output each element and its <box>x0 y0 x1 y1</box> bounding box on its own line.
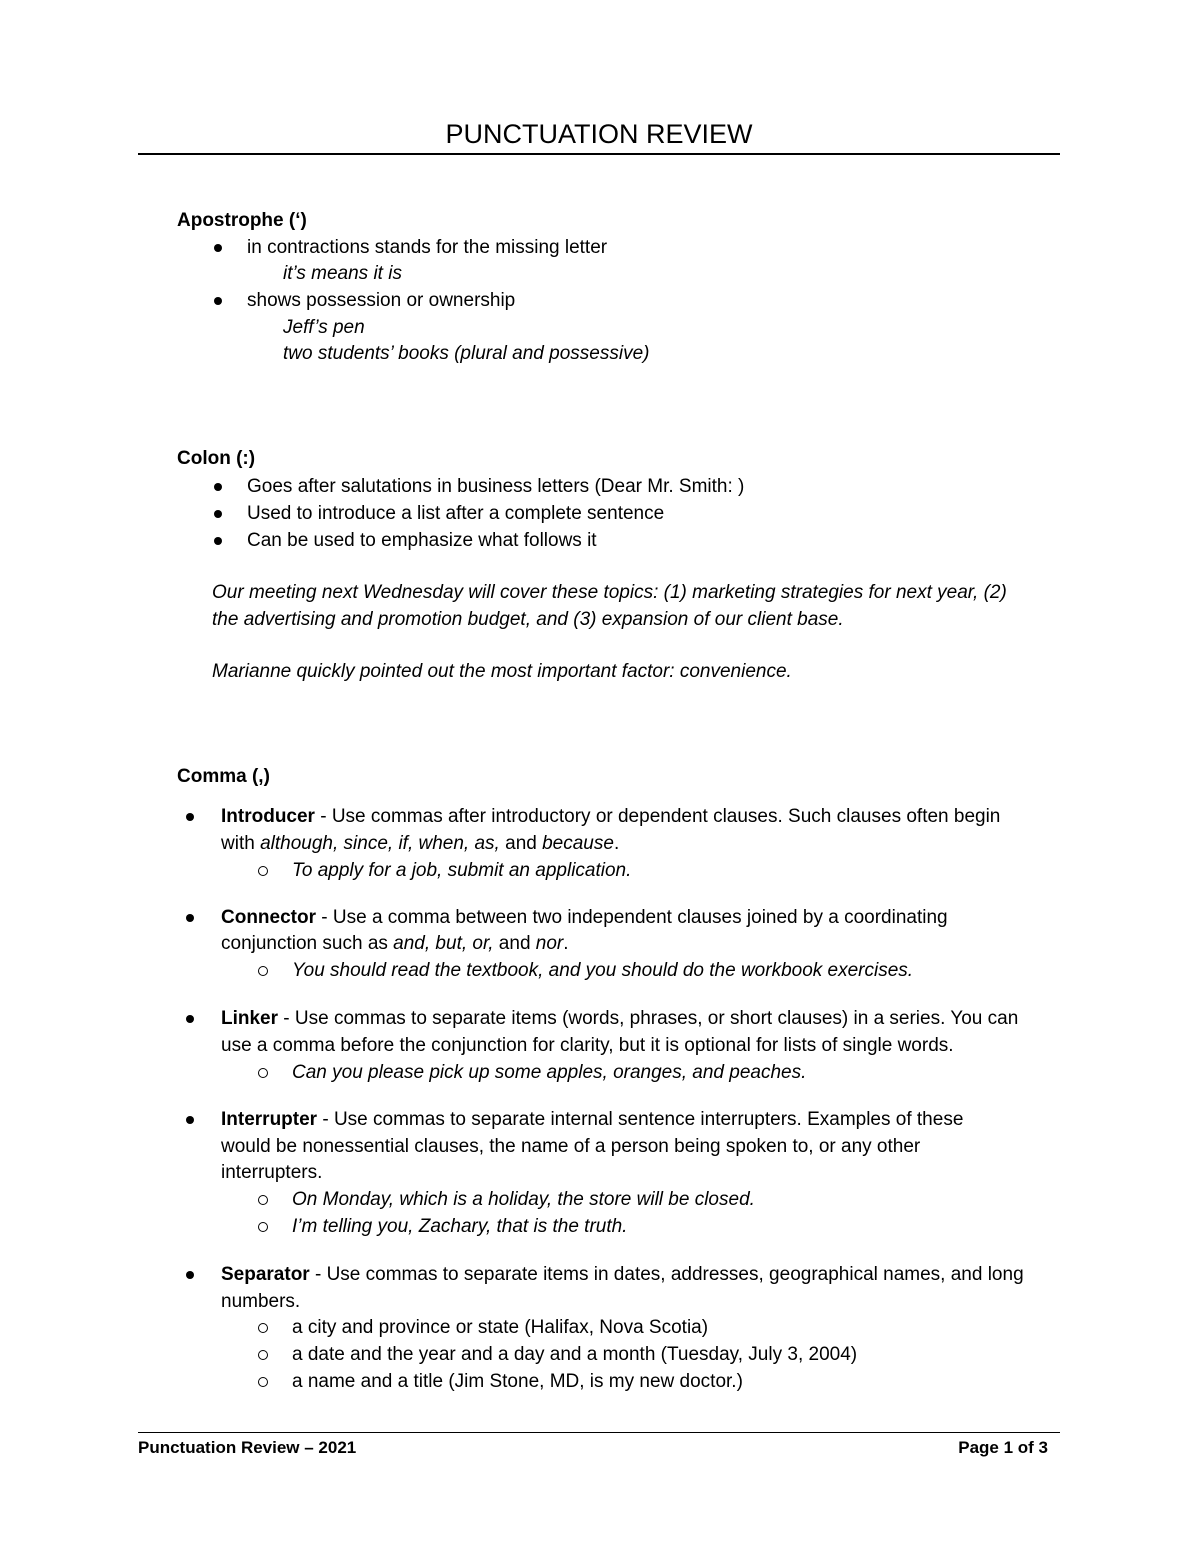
text: . <box>563 933 569 954</box>
colon-example-1-line-2: the advertising and promotion budget, and (3) expansion of our client base. <box>212 609 844 630</box>
circle-bullet-icon <box>258 1068 268 1078</box>
introducer-line-1 <box>221 805 1000 829</box>
italic-text: although, since, if, when, as, <box>260 833 500 854</box>
text: . <box>613 833 620 854</box>
colon-example-2: Marianne quickly pointed out the most important factor: convenience. <box>212 661 792 682</box>
bullet-icon <box>186 914 194 922</box>
circle-bullet-icon <box>258 1195 268 1205</box>
bullet-icon <box>186 1116 194 1124</box>
interrupter-example-1: On Monday, which is a holiday, the store will be closed. <box>292 1189 755 1210</box>
separator-example-2: a date and the year and a day and a month (Tuesday, July 3, 2004) <box>292 1344 858 1365</box>
circle-bullet-icon <box>258 866 268 876</box>
italic-text: nor <box>535 933 564 954</box>
comma-heading: Comma (,) <box>177 766 270 787</box>
title-rule <box>138 153 1060 155</box>
apostrophe-example-1: it’s means it is <box>283 263 402 284</box>
circle-bullet-icon <box>258 1377 268 1387</box>
circle-bullet-icon <box>258 1222 268 1232</box>
apostrophe-example-3: two students’ books (plural and possessive) <box>283 343 650 364</box>
interrupter-term: Interrupter <box>221 1109 318 1130</box>
footer-title: Punctuation Review – 2021 <box>138 1438 357 1457</box>
apostrophe-example-2: Jeff’s pen <box>283 317 365 338</box>
connector-text: - Use a comma between two independent clauses joined by a coordinating <box>316 907 948 928</box>
introducer-term: Introducer <box>221 806 315 827</box>
circle-bullet-icon <box>258 966 268 976</box>
bullet-icon <box>214 483 222 491</box>
colon-heading: Colon (:) <box>177 448 256 469</box>
linker-line-2: use a comma before the conjunction for clarity, but it is optional for lists of single words. <box>221 1035 954 1056</box>
linker-example: Can you please pick up some apples, oranges, and peaches. <box>292 1062 807 1083</box>
bullet-icon <box>186 1015 194 1023</box>
apostrophe-bullet-1: in contractions stands for the missing letter <box>247 237 608 258</box>
circle-bullet-icon <box>258 1323 268 1333</box>
interrupter-line-2: would be nonessential clauses, the name of a person being spoken to, or any other <box>221 1136 921 1157</box>
separator-text: - Use commas to separate items in dates, addresses, geographical names, and long <box>309 1264 1024 1285</box>
bullet-icon <box>214 537 222 545</box>
introducer-text: - Use commas after introductory or dependent clauses. Such clauses often begin <box>314 806 1001 827</box>
bullet-icon <box>186 1271 194 1279</box>
separator-line-1 <box>221 1263 1024 1287</box>
connector-term: Connector <box>221 907 316 928</box>
linker-text: - Use commas to separate items (words, phrases, or short clauses) in a series. You can <box>278 1008 1019 1029</box>
colon-example-1-line-1: Our meeting next Wednesday will cover these topics: (1) marketing strategies for next year, (2) <box>212 582 1007 603</box>
text: with <box>221 833 261 854</box>
interrupter-text: - Use commas to separate internal sentence interrupters. Examples of these <box>317 1109 964 1130</box>
colon-bullet-1: Goes after salutations in business letters (Dear Mr. Smith: ) <box>247 476 745 497</box>
connector-line-2 <box>221 932 569 956</box>
footer-rule <box>138 1432 1060 1433</box>
separator-term: Separator <box>221 1264 310 1285</box>
colon-bullet-3: Can be used to emphasize what follows it <box>247 530 597 551</box>
interrupter-example-2: I’m telling you, Zachary, that is the truth. <box>292 1216 628 1237</box>
apostrophe-heading: Apostrophe (‘) <box>177 210 307 231</box>
italic-text: and, but, or, <box>393 933 494 954</box>
introducer-example: To apply for a job, submit an application. <box>292 860 632 881</box>
colon-bullet-2: Used to introduce a list after a complete sentence <box>247 503 665 524</box>
separator-line-2: numbers. <box>221 1291 301 1312</box>
linker-term: Linker <box>221 1008 279 1029</box>
page-title: PUNCTUATION REVIEW <box>445 119 753 149</box>
bullet-icon <box>214 244 222 252</box>
circle-bullet-icon <box>258 1350 268 1360</box>
bullet-icon <box>214 510 222 518</box>
separator-example-3: a name and a title (Jim Stone, MD, is my new doctor.) <box>292 1371 743 1392</box>
text: and <box>493 933 536 954</box>
page-number: Page 1 of 3 <box>958 1438 1048 1457</box>
separator-example-1: a city and province or state (Halifax, Nova Scotia) <box>292 1317 709 1338</box>
bullet-icon <box>214 297 222 305</box>
interrupter-line-3: interrupters. <box>221 1162 323 1183</box>
text: conjunction such as <box>221 933 394 954</box>
text: and <box>499 833 543 854</box>
interrupter-line-1 <box>221 1108 963 1132</box>
linker-line-1 <box>221 1007 1018 1031</box>
bullet-icon <box>186 813 194 821</box>
italic-text: because <box>542 833 614 854</box>
introducer-line-2 <box>221 832 619 856</box>
connector-line-1 <box>221 906 948 930</box>
connector-example: You should read the textbook, and you should do the workbook exercises. <box>292 960 914 981</box>
apostrophe-bullet-2: shows possession or ownership <box>247 290 516 311</box>
